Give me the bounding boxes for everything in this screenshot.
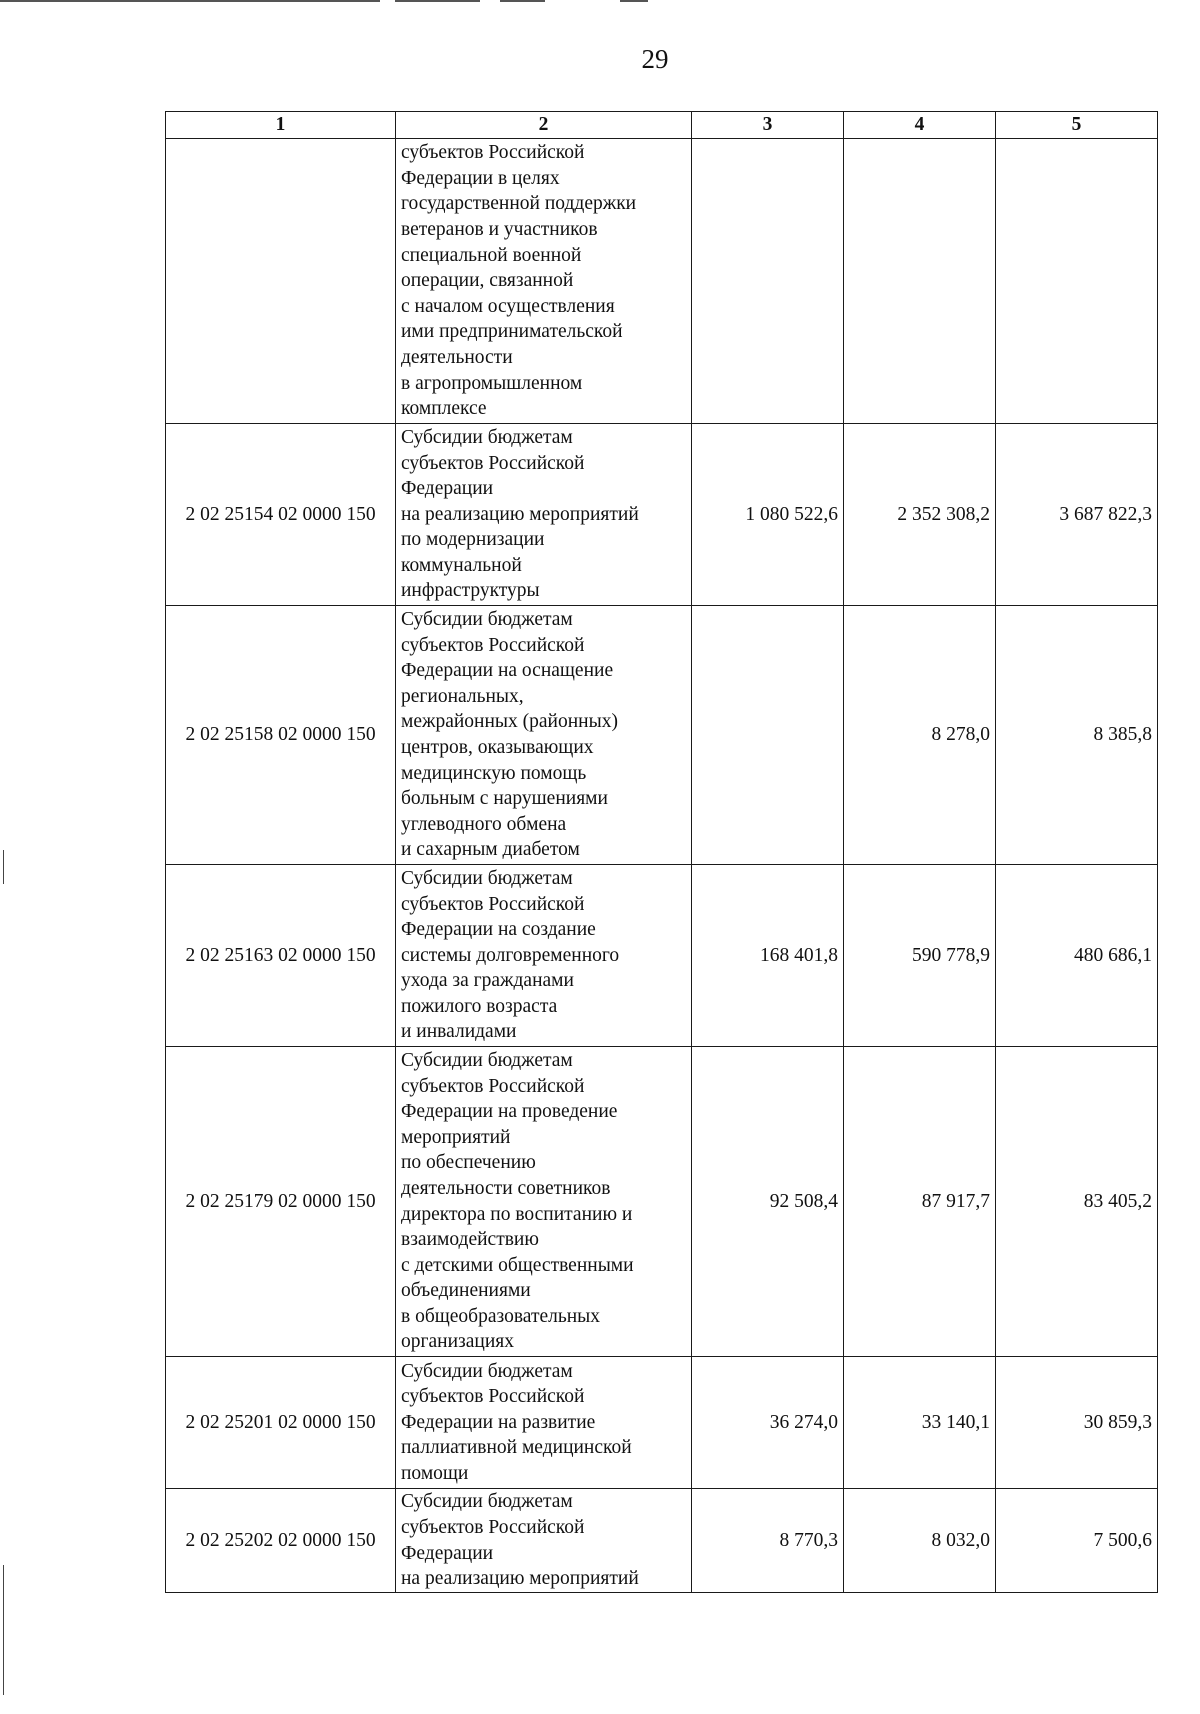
value-col3-cell: 1 080 522,6: [692, 424, 844, 606]
description-cell: Субсидии бюджетам субъектов Российской Федерации на оснащение региональных, межрайонных (районных) центров, оказывающих медицинскую помощь больным с нарушениями углеводного обмена и сахарным диабетом: [396, 606, 692, 865]
budget-code-cell: [166, 139, 396, 424]
value-col5-cell: 3 687 822,3: [996, 424, 1158, 606]
value-col4-cell: [844, 139, 996, 424]
budget-code-cell: 2 02 25154 02 0000 150: [166, 424, 396, 606]
value-col3-cell: 168 401,8: [692, 865, 844, 1047]
description-cell: Субсидии бюджетам субъектов Российской Федерации на создание системы долговременного ухода за гражданами пожилого возраста и инвалидами: [396, 865, 692, 1047]
value-col5-cell: 480 686,1: [996, 865, 1158, 1047]
value-col3-cell: [692, 606, 844, 865]
column-header-1: 1: [166, 112, 396, 139]
description-cell: Субсидии бюджетам субъектов Российской Федерации на реализацию мероприятий: [396, 1489, 692, 1593]
budget-code-cell: 2 02 25201 02 0000 150: [166, 1357, 396, 1489]
value-col4-cell: 590 778,9: [844, 865, 996, 1047]
value-col4-cell: 2 352 308,2: [844, 424, 996, 606]
budget-code-cell: 2 02 25179 02 0000 150: [166, 1047, 396, 1357]
scan-edge-line: [500, 0, 545, 2]
value-col5-cell: 30 859,3: [996, 1357, 1158, 1489]
column-header-2: 2: [396, 112, 692, 139]
value-col5-cell: 83 405,2: [996, 1047, 1158, 1357]
budget-code-cell: 2 02 25158 02 0000 150: [166, 606, 396, 865]
page-number: 29: [641, 44, 669, 74]
table-row: [166, 1357, 1158, 1489]
table-row: [166, 139, 1158, 424]
budget-code-cell: 2 02 25163 02 0000 150: [166, 865, 396, 1047]
description-cell: субъектов Российской Федерации в целях государственной поддержки ветеранов и участников специальной военной операции, связанной с началом осуществления ими предпринимательской деятельности в агропромышленном комплексе: [396, 139, 692, 424]
value-col3-cell: 92 508,4: [692, 1047, 844, 1357]
table-row: [166, 424, 1158, 606]
scan-margin-mark: [3, 850, 4, 884]
scan-edge-line: [395, 0, 480, 2]
table-row: [166, 606, 1158, 865]
column-header-5: 5: [996, 112, 1158, 139]
scan-edge-line: [620, 0, 648, 2]
description-cell: Субсидии бюджетам субъектов Российской Федерации на проведение мероприятий по обеспечению деятельности советников директора по воспитанию и взаимодействию с детскими общественными объединениями в общеобразовательных организациях: [396, 1047, 692, 1357]
value-col4-cell: 8 032,0: [844, 1489, 996, 1593]
value-col3-cell: 36 274,0: [692, 1357, 844, 1489]
value-col3-cell: 8 770,3: [692, 1489, 844, 1593]
value-col3-cell: [692, 139, 844, 424]
column-header-3: 3: [692, 112, 844, 139]
table-header-row: [166, 112, 1158, 139]
value-col4-cell: 8 278,0: [844, 606, 996, 865]
budget-table: [165, 111, 1158, 1593]
description-cell: Субсидии бюджетам субъектов Российской Федерации на реализацию мероприятий по модернизации коммунальной инфраструктуры: [396, 424, 692, 606]
column-header-4: 4: [844, 112, 996, 139]
scan-edge-line: [0, 0, 380, 2]
value-col4-cell: 87 917,7: [844, 1047, 996, 1357]
value-col5-cell: [996, 139, 1158, 424]
value-col4-cell: 33 140,1: [844, 1357, 996, 1489]
scan-margin-mark: [3, 1565, 4, 1695]
value-col5-cell: 8 385,8: [996, 606, 1158, 865]
description-cell: Субсидии бюджетам субъектов Российской Федерации на развитие паллиативной медицинской помощи: [396, 1357, 692, 1489]
budget-code-cell: 2 02 25202 02 0000 150: [166, 1489, 396, 1593]
table-row: [166, 1047, 1158, 1357]
value-col5-cell: 7 500,6: [996, 1489, 1158, 1593]
table-row: [166, 1489, 1158, 1593]
table-row: [166, 865, 1158, 1047]
